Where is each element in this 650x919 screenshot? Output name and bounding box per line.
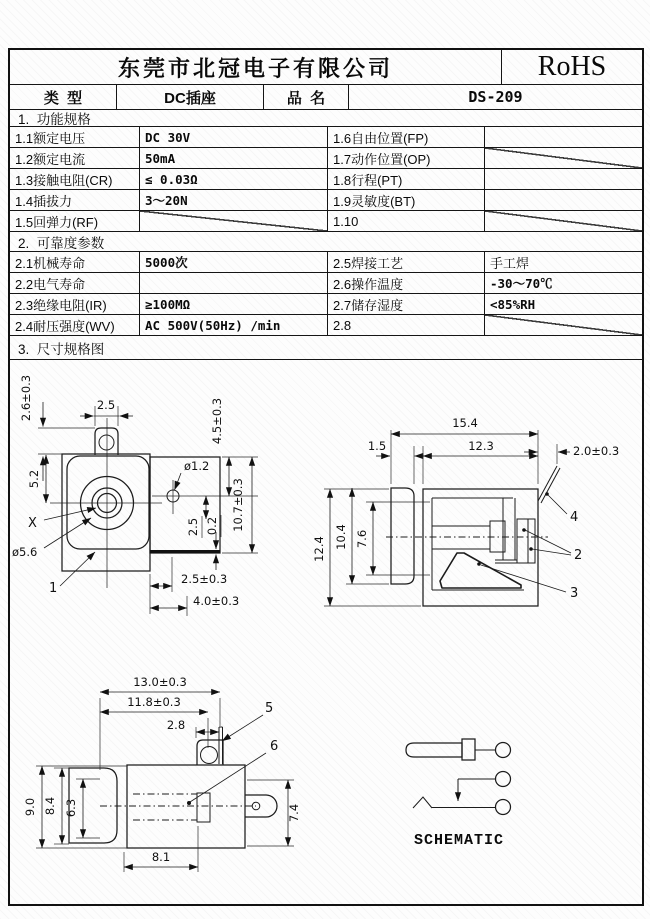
spec-label: 1.8行程(PT): [328, 169, 485, 189]
spec-label: 1.1额定电压: [10, 127, 140, 147]
spec-value: DC 30V: [140, 127, 328, 147]
side-view-drawing: [312, 416, 619, 606]
dimension-label: 2.5: [186, 517, 200, 537]
switch-contact-symbol: [413, 797, 432, 808]
schematic-drawing: [406, 739, 511, 849]
spec-row: [10, 315, 642, 336]
spec-label: 2.5焊接工艺: [328, 252, 485, 272]
type-value: DC插座: [117, 85, 264, 109]
callout-label: 1: [49, 581, 58, 596]
spec-row: [10, 211, 642, 232]
spec-value: -30～70℃: [490, 276, 553, 291]
section2-title: 2. 可靠度参数: [18, 235, 105, 251]
dimension-label: 0.2: [205, 516, 219, 536]
rohs-badge: RoHS: [537, 51, 607, 82]
spec-row: [10, 190, 642, 211]
spec-label: 1.3接触电阻(CR): [10, 169, 140, 189]
callout-label: 6: [270, 739, 279, 754]
spec-row: [10, 273, 642, 294]
spec-row: [10, 169, 642, 190]
dimension-label: 10.4: [334, 524, 348, 550]
spec-value: AC 500V(50Hz) /min: [140, 315, 328, 335]
terminal-circle: [496, 743, 511, 758]
section3-title: 3. 尺寸规格图: [18, 341, 105, 357]
dimension-label: 4.0±0.3: [193, 594, 240, 608]
section1-title: 1. 功能规格: [18, 112, 91, 127]
spec-value: 手工焊: [490, 255, 530, 271]
bottom-view-drawing: [23, 675, 301, 872]
dimension-label: 5.2: [27, 469, 41, 489]
spec-label: 2.2电气寿命: [10, 273, 140, 293]
drawings-svg: [0, 360, 650, 906]
part-name-label: 品 名: [264, 85, 349, 109]
spec-value: <85%RH: [490, 296, 536, 312]
dimension-label: 2.5: [96, 398, 116, 412]
spec-value: 5000次: [140, 252, 328, 272]
company-name: 东莞市北冠电子有限公司: [10, 50, 502, 84]
spec-value-na: [485, 148, 642, 168]
spec-label: 2.8: [328, 315, 485, 335]
dimension-label: 11.8±0.3: [127, 695, 181, 709]
dimension-label: 12.3: [468, 439, 494, 453]
spec-label: 2.1机械寿命: [10, 252, 140, 272]
section1-title-row: [10, 110, 642, 127]
type-label: 类 型: [10, 85, 117, 109]
callout-label: 2: [574, 548, 583, 563]
section3-title-row: [10, 336, 642, 360]
terminal-circle: [496, 772, 511, 787]
spec-label: 2.6操作温度: [328, 273, 485, 293]
dimension-label: 13.0±0.3: [133, 675, 187, 689]
spec-label: 1.7动作位置(OP): [328, 148, 485, 168]
title-row: [10, 50, 642, 85]
dimension-label: 15.4: [452, 416, 478, 430]
spec-value: ≤ 0.03Ω: [140, 169, 328, 189]
dimension-label: 2.6±0.3: [19, 374, 33, 422]
dimension-label: 8.1: [151, 850, 171, 864]
front-view-drawing: [12, 375, 258, 616]
plug-pin-symbol: [406, 743, 462, 757]
spec-label: 1.4插拔力: [10, 190, 140, 210]
type-row: [10, 85, 642, 110]
dimension-label: 2.0±0.3: [573, 444, 620, 458]
spec-value: ≥100MΩ: [140, 294, 328, 314]
spec-row: [10, 294, 642, 315]
dimension-label: 7.4: [287, 803, 301, 823]
dimension-label: 6.3: [64, 798, 78, 818]
spec-label: 1.6自由位置(FP): [328, 127, 485, 147]
spec-value-na: [485, 211, 642, 231]
dimension-label: 2.8: [166, 718, 186, 732]
spec-row: [10, 252, 642, 273]
spec-value-empty: [140, 273, 328, 293]
part-name-value: DS-209: [468, 88, 523, 106]
spec-label: 1.9灵敏度(BT): [328, 190, 485, 210]
spec-value-empty: [485, 127, 642, 147]
spec-label: 1.5回弹力(RF): [10, 211, 140, 231]
section2-title-row: [10, 232, 642, 252]
dimension-label: 4.5±0.3: [210, 397, 224, 445]
spec-label: 1.10: [328, 211, 485, 231]
callout-label: 5: [265, 701, 274, 716]
dimension-label: 10.7±0.3: [231, 478, 245, 532]
spec-row: [10, 127, 642, 148]
spec-label: 2.4耐压强度(WV): [10, 315, 140, 335]
x-mark-label: X: [28, 516, 37, 531]
spec-value-na: [485, 315, 642, 335]
dimension-label: 7.6: [355, 529, 369, 549]
dimension-label: 12.4: [312, 536, 326, 562]
dimension-label: ø1.2: [184, 459, 210, 473]
spec-row: [10, 148, 642, 169]
callout-label: 4: [570, 510, 579, 525]
spec-label: 1.2额定电流: [10, 148, 140, 168]
callout-label: 3: [570, 586, 579, 601]
spec-value-empty: [485, 169, 642, 189]
schematic-caption: SCHEMATIC: [413, 832, 505, 849]
dimension-label: ø5.6: [12, 545, 38, 559]
dimension-label: 2.5±0.3: [181, 572, 228, 586]
spec-label: 2.7储存湿度: [328, 294, 485, 314]
terminal-circle: [496, 800, 511, 815]
spec-value: 3～20N: [140, 190, 328, 210]
dimension-label: 8.4: [43, 796, 57, 816]
dimension-label: 9.0: [23, 797, 37, 817]
spec-value: 50mA: [140, 148, 328, 168]
spec-value-na: [140, 211, 328, 231]
dimension-label: 1.5: [367, 439, 387, 453]
spec-label: 2.3绝缘电阻(IR): [10, 294, 140, 314]
spec-value-empty: [485, 190, 642, 210]
